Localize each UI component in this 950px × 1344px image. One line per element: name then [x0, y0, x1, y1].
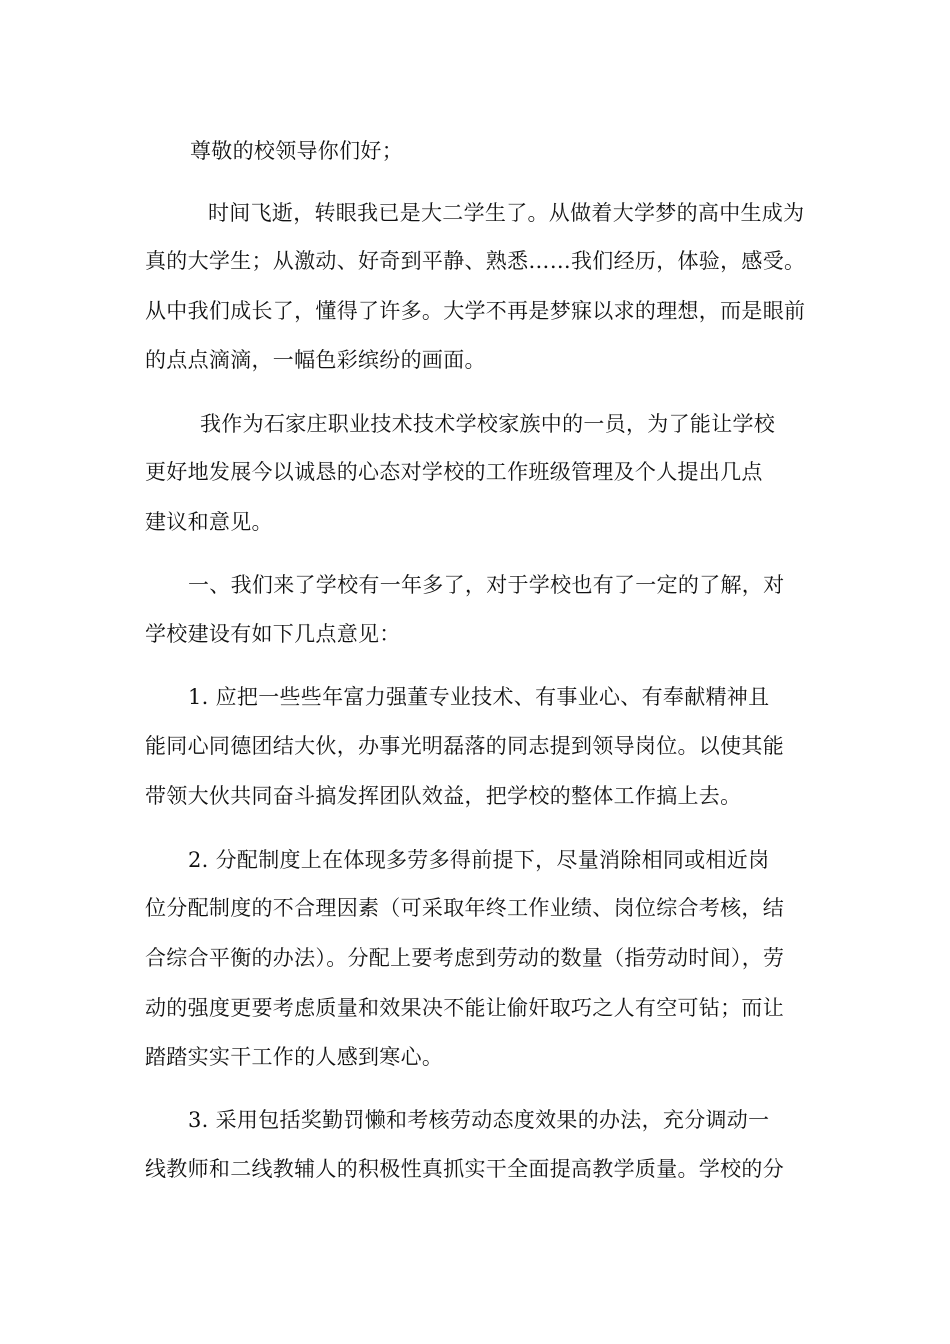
para3-line-2: 学校建设有如下几点意见：	[145, 622, 401, 646]
para2-line-3: 建议和意见。	[145, 510, 273, 534]
para2-line-1: 我作为石家庄职业技术技术学校家族中的一员，为了能让学校	[200, 412, 776, 436]
para1-line-3: 从中我们成长了，懂得了许多。大学不再是梦寐以求的理想，而是眼前	[145, 299, 806, 323]
item1-line-3: 带领大伙共同奋斗搞发挥团队效益，把学校的整体工作搞上去。	[145, 784, 742, 808]
item3-line-1: 3. 采用包括奖勤罚懒和考核劳动态度效果的办法，充分调动一	[188, 1108, 770, 1132]
para1-line-1: 时间飞逝，转眼我已是大二学生了。从做着大学梦的高中生成为	[208, 201, 805, 225]
item2-line-3: 合综合平衡的办法）。分配上要考虑到劳动的数量（指劳动时间），劳	[145, 946, 785, 970]
item1-line-2: 能同心同德团结大伙，办事光明磊落的同志提到领导岗位。以使其能	[145, 734, 784, 758]
item2-line-1: 2. 分配制度上在体现多劳多得前提下，尽量消除相同或相近岗	[188, 848, 770, 872]
item3-line-2: 线教师和二线教辅人的积极性真抓实干全面提高教学质量。学校的分	[145, 1157, 784, 1181]
para1-line-4: 的点点滴滴，一幅色彩缤纷的画面。	[145, 348, 486, 372]
item1-line-1: 1. 应把一些些年富力强董专业技术、有事业心、有奉献精神且	[188, 685, 770, 709]
item2-line-4: 动的强度更要考虑质量和效果决不能让偷奸取巧之人有空可钻；而让	[145, 996, 784, 1020]
item2-line-2: 位分配制度的不合理因素（可采取年终工作业绩、岗位综合考核，结	[145, 896, 784, 920]
greeting-line: 尊敬的校领导你们好；	[190, 139, 403, 163]
item2-line-5: 踏踏实实干工作的人感到寒心。	[145, 1045, 444, 1069]
para2-line-2: 更好地发展今以诚恳的心态对学校的工作班级管理及个人提出几点	[145, 460, 763, 484]
para1-line-2: 真的大学生；从激动、好奇到平静、熟悉……我们经历，体验，感受。	[145, 249, 806, 273]
para3-line-1: 一、我们来了学校有一年多了，对于学校也有了一定的了解，对	[188, 573, 785, 597]
